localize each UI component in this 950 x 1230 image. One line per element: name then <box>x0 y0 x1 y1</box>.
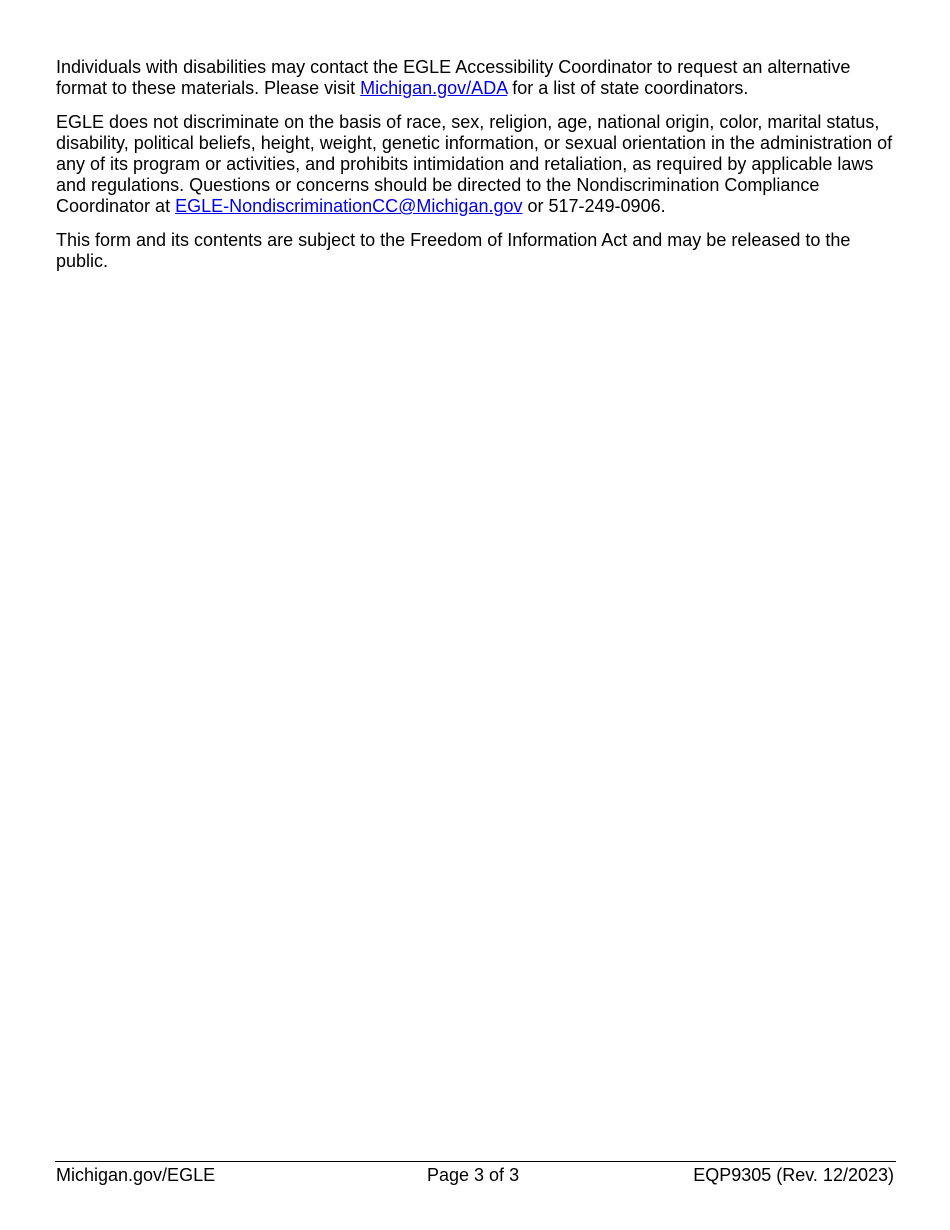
nondiscrimination-text-after: or 517-249-0906. <box>522 196 666 216</box>
document-body <box>56 57 896 285</box>
page-footer <box>55 1161 896 1188</box>
nondiscrimination-paragraph <box>56 112 896 217</box>
accessibility-paragraph <box>56 57 896 99</box>
nondiscrimination-email-link[interactable]: EGLE-NondiscriminationCC@Michigan.gov <box>175 196 523 216</box>
accessibility-text-after: for a list of state coordinators. <box>507 78 749 98</box>
foia-paragraph: This form and its contents are subject to the Freedom of Information Act and may be released to the public. <box>56 230 851 271</box>
footer-form-number: EQP9305 (Rev. 12/2023) <box>693 1165 894 1185</box>
ada-link[interactable]: Michigan.gov/ADA <box>360 78 508 98</box>
accessibility-text-before: Individuals with disabilities may contact the EGLE Accessibility Coordinator to request an alternative format to these materials. Please visit <box>56 57 851 98</box>
footer-page-number: Page 3 of 3 <box>427 1165 520 1185</box>
footer-website: Michigan.gov/EGLE <box>56 1165 216 1185</box>
nondiscrimination-text-before: EGLE does not discriminate on the basis of race, sex, religion, age, national origin, color, marital status, disability, political beliefs, height, weight, genetic information, or sexual orientation in the administration of any of its program or activities, and prohibits intimidation and retaliation, as required by applicable laws and regulations. Questions or concerns should be directed to the Nondiscrimination Compliance Coordinator at <box>56 112 893 216</box>
